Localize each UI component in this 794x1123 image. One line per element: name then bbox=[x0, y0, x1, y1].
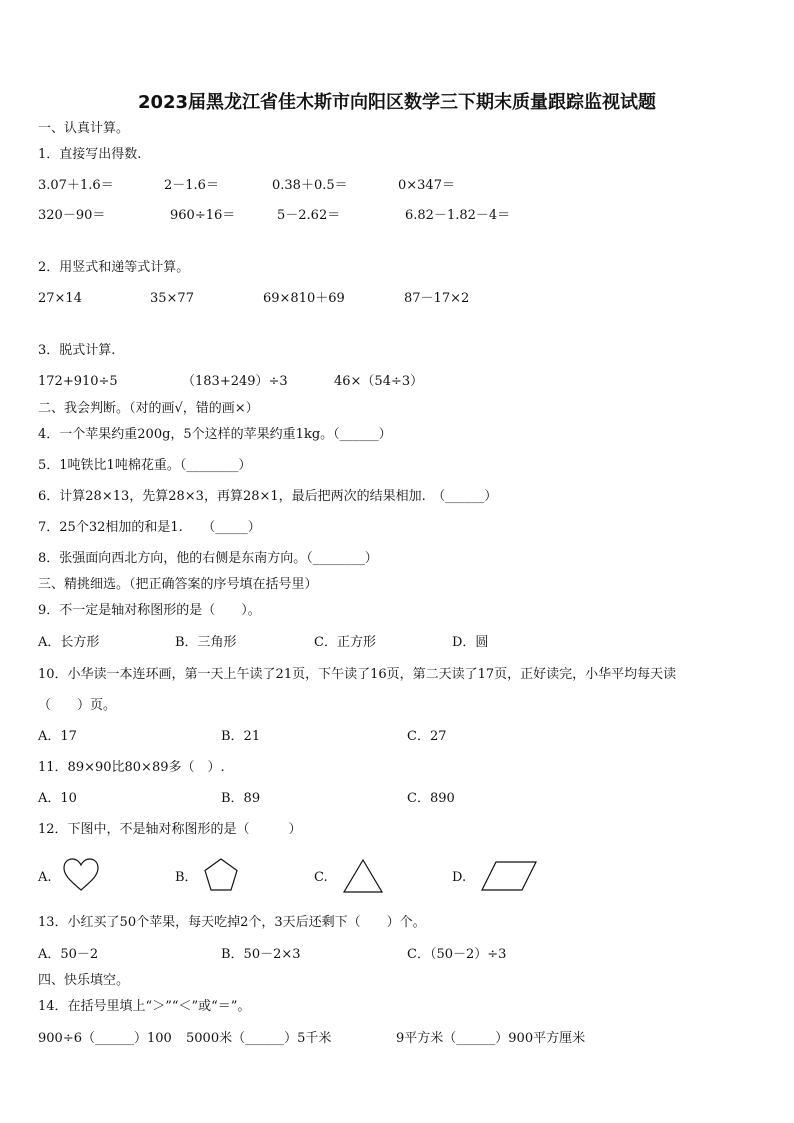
q2-item: 87－17×2 bbox=[404, 291, 470, 306]
q12-option-c: C. bbox=[314, 870, 328, 885]
q10-option: C．27 bbox=[407, 729, 447, 744]
q11-option: B．89 bbox=[221, 791, 261, 806]
question-2-stem: 2．用竖式和递等式计算。 bbox=[38, 260, 190, 275]
question-10-stem-cont: （ ）页。 bbox=[38, 698, 117, 713]
q11-option: A．10 bbox=[38, 791, 77, 806]
section-heading-3: 三、精挑细选。（把正确答案的序号填在括号里） bbox=[38, 577, 318, 592]
q11-option: C．890 bbox=[407, 791, 455, 806]
question-4: 4．一个苹果约重200g，5个这样的苹果约重1kg。（______） bbox=[38, 427, 392, 442]
q14-item: 900÷6（______）100 bbox=[38, 1031, 172, 1046]
question-10-stem: 10．小华读一本连环画，第一天上午读了21页，下午读了16页，第二天读了17页，正好读完，小华平均每天读 bbox=[38, 667, 677, 682]
question-12-stem: 12．下图中，不是轴对称图形的是（ ） bbox=[38, 822, 302, 837]
q13-option: C．（50－2）÷3 bbox=[407, 947, 507, 962]
q14-item: 5000米（______）5千米 bbox=[186, 1031, 332, 1046]
triangle-icon bbox=[342, 858, 384, 894]
q1-item: 2－1.6＝ bbox=[164, 178, 219, 193]
q12-option-d: D. bbox=[452, 870, 467, 885]
question-14-stem: 14．在括号里填上“＞”“＜”或“＝”。 bbox=[38, 999, 251, 1014]
q9-option: C．正方形 bbox=[314, 635, 376, 650]
question-3-stem: 3．脱式计算. bbox=[38, 343, 116, 358]
page-title: 2023届黑龙江省佳木斯市向阳区数学三下期末质量跟踪监视试题 bbox=[137, 92, 657, 113]
section-heading-1: 一、认真计算。 bbox=[38, 121, 130, 136]
parallelogram-icon bbox=[480, 860, 538, 892]
pentagon-icon bbox=[202, 857, 240, 893]
question-11-stem: 11．89×90比80×89多（ ）. bbox=[38, 760, 225, 775]
question-7: 7．25个32相加的和是1. （_____） bbox=[38, 520, 261, 535]
section-heading-4: 四、快乐填空。 bbox=[38, 973, 130, 988]
question-1-stem: 1．直接写出得数. bbox=[38, 147, 142, 162]
q3-item: 172+910÷5 bbox=[38, 374, 118, 389]
question-13-stem: 13．小红买了50个苹果，每天吃掉2个，3天后还剩下（ ）个。 bbox=[38, 915, 426, 930]
question-9-stem: 9．不一定是轴对称图形的是（ ）。 bbox=[38, 603, 261, 618]
q9-option: D．圆 bbox=[452, 635, 489, 650]
question-8: 8．张强面向西北方向，他的右侧是东南方向。（________） bbox=[38, 551, 378, 566]
q1-item: 0×347＝ bbox=[398, 178, 455, 193]
q3-item: 46×（54÷3） bbox=[334, 374, 424, 389]
q2-item: 27×14 bbox=[38, 291, 82, 306]
q1-item: 0.38＋0.5＝ bbox=[272, 178, 348, 193]
q2-item: 35×77 bbox=[150, 291, 194, 306]
q9-option: A．长方形 bbox=[38, 635, 100, 650]
heart-icon bbox=[62, 857, 100, 893]
q3-item: （183+249）÷3 bbox=[182, 374, 288, 389]
q2-item: 69×810＋69 bbox=[263, 291, 345, 306]
q10-option: B．21 bbox=[221, 729, 261, 744]
q1-item: 960÷16＝ bbox=[170, 208, 236, 223]
question-6: 6．计算28×13，先算28×3，再算28×1，最后把两次的结果相加. （______） bbox=[38, 489, 498, 504]
q1-item: 320－90＝ bbox=[38, 208, 106, 223]
q9-option: B．三角形 bbox=[175, 635, 237, 650]
q10-option: A．17 bbox=[38, 729, 77, 744]
question-5: 5．1吨铁比1吨棉花重。（________） bbox=[38, 458, 252, 473]
q14-item: 9平方米（______）900平方厘米 bbox=[396, 1031, 586, 1046]
q13-option: A．50－2 bbox=[38, 947, 99, 962]
q1-item: 6.82－1.82－4＝ bbox=[405, 208, 511, 223]
q13-option: B．50－2×3 bbox=[221, 947, 301, 962]
q12-option-b: B． bbox=[175, 870, 198, 885]
q12-option-a: A. bbox=[38, 870, 52, 885]
q1-item: 5－2.62＝ bbox=[277, 208, 341, 223]
q1-item: 3.07＋1.6＝ bbox=[38, 178, 114, 193]
section-heading-2: 二、我会判断。（对的画√，错的画×） bbox=[38, 401, 259, 416]
